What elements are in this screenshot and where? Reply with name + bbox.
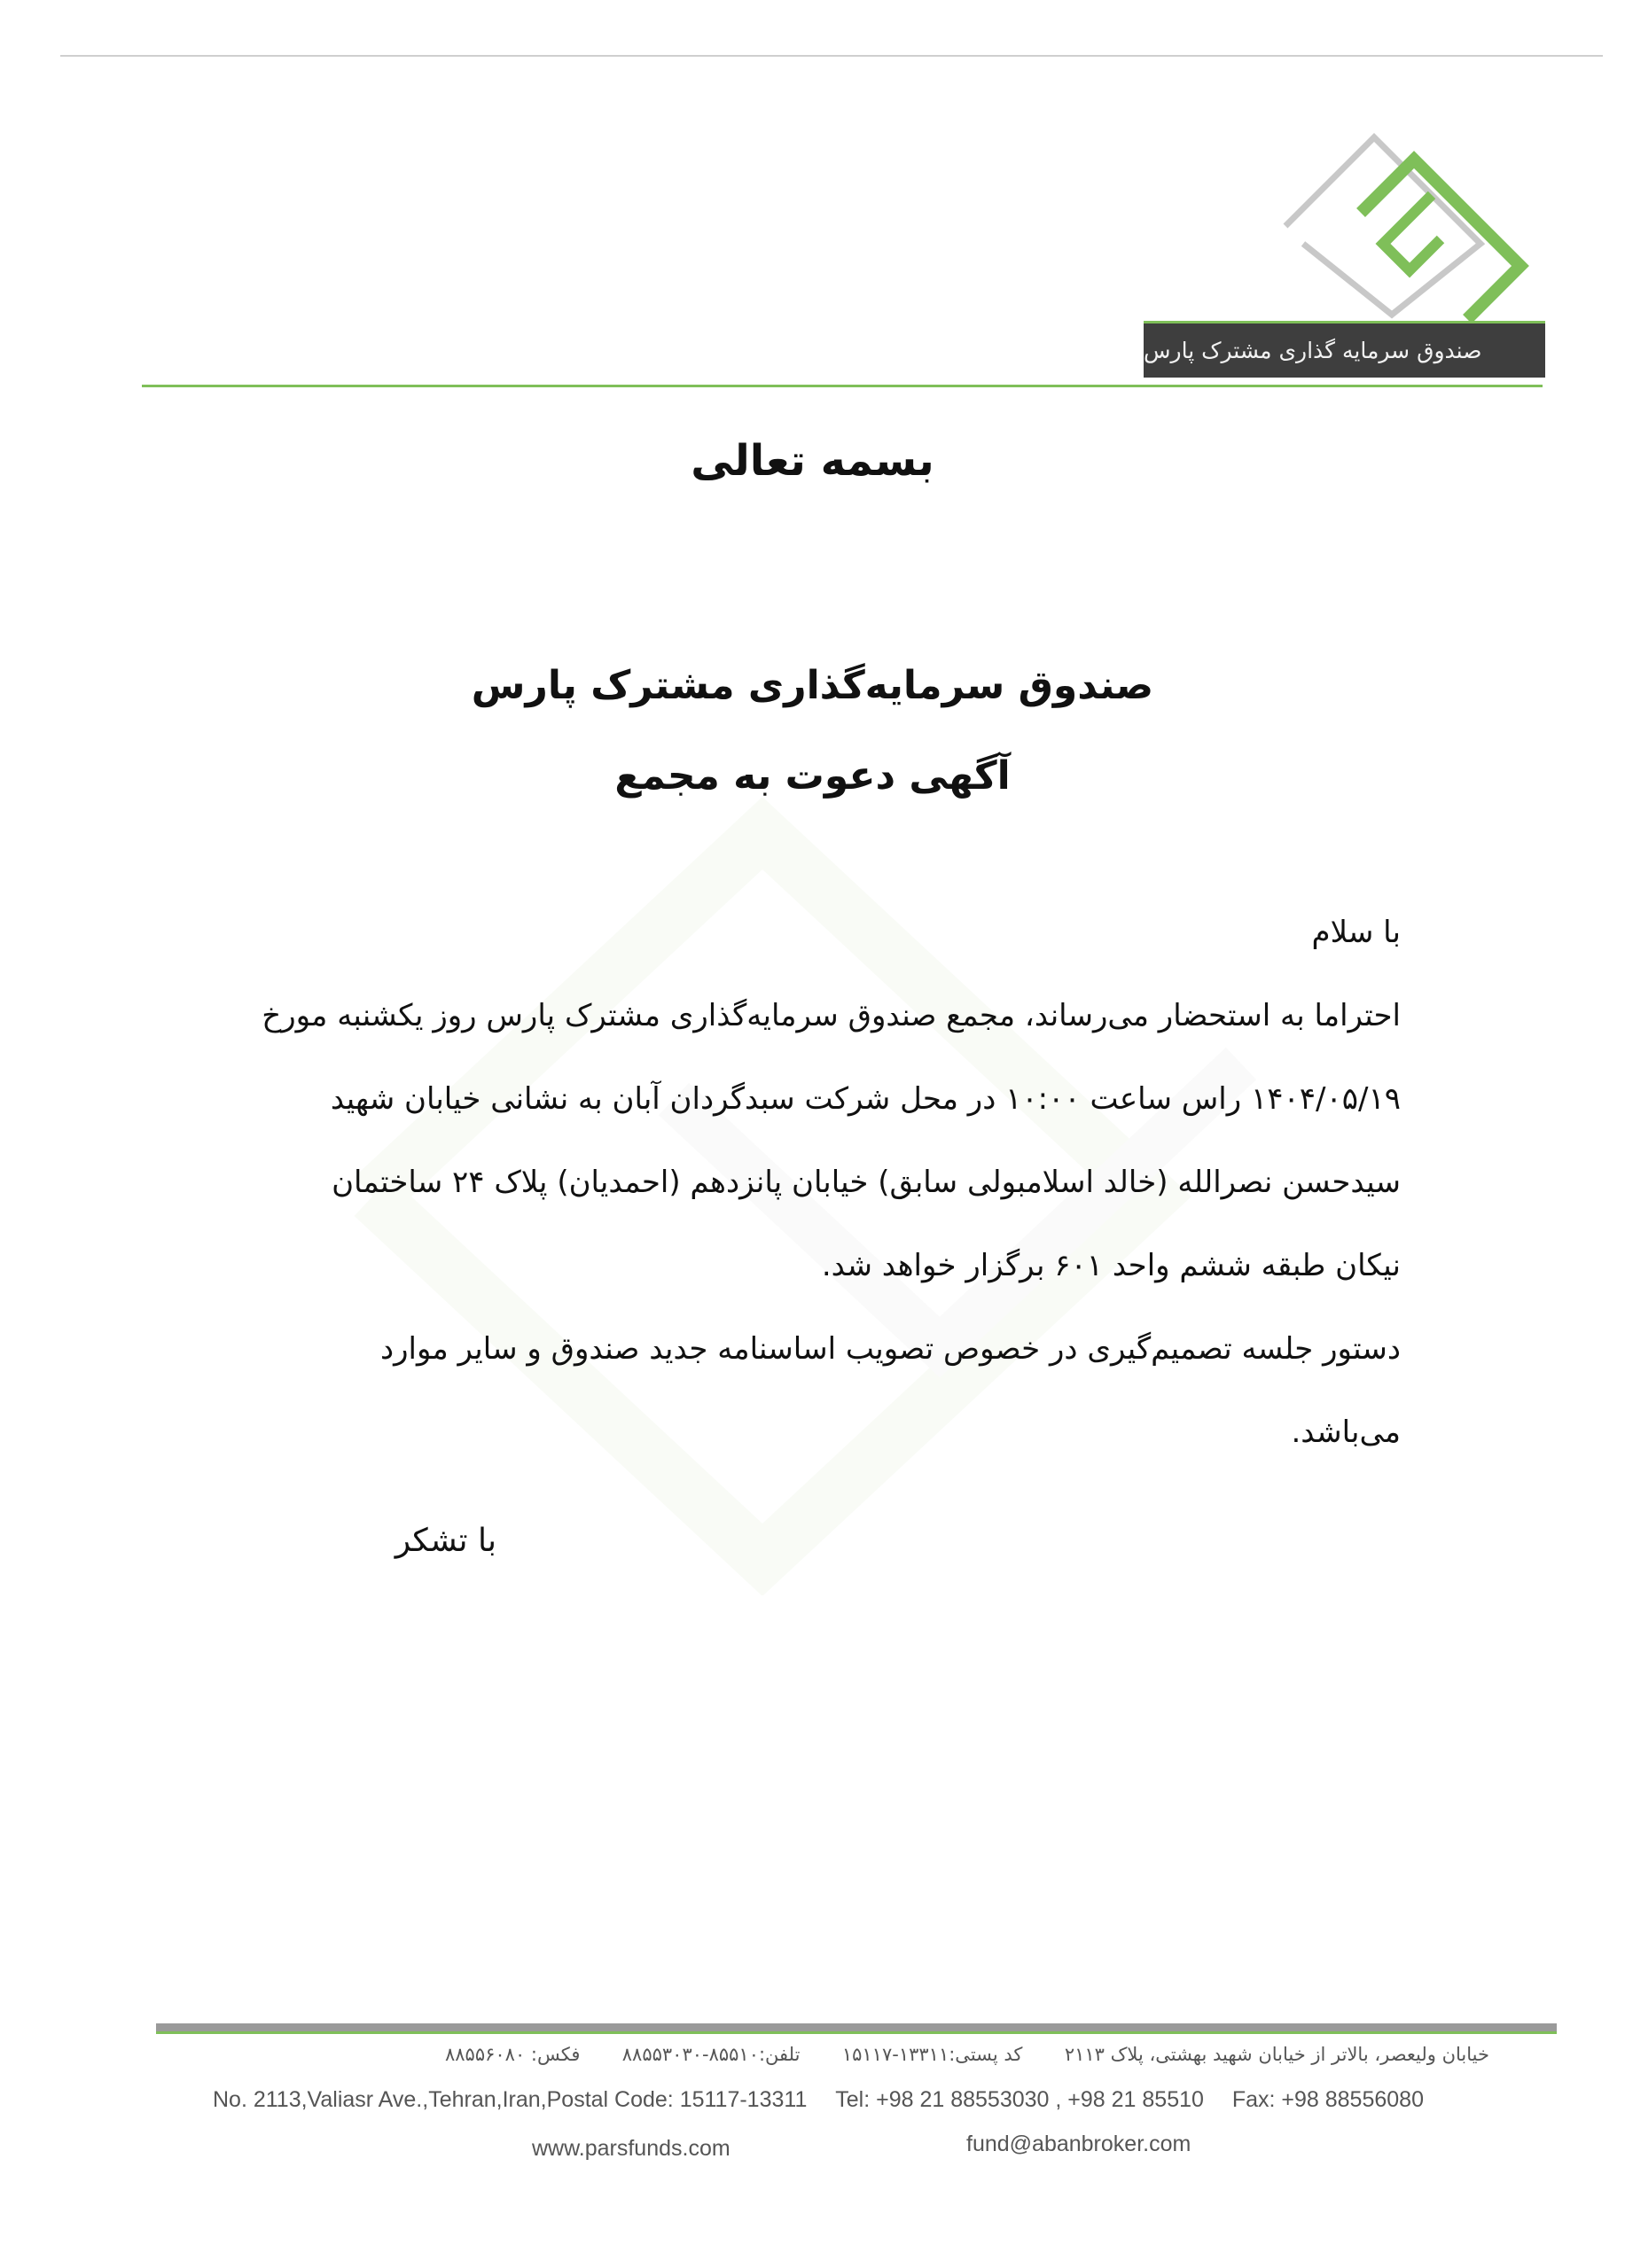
page-top-rule [60,55,1603,57]
footer-fax-fa: فکس: ۸۸۵۵۶۰۸۰ [444,2044,581,2065]
footer-phone-fa: تلفن:۸۵۵۱۰-۸۸۵۵۳۰۳۰ [621,2044,801,2065]
brand-name-bar [1144,321,1545,378]
closing-text: با تشکر [395,1523,496,1559]
header-divider [142,385,1543,387]
footer-divider-accent [156,2031,1557,2034]
footer-divider [156,2023,1557,2031]
agenda-paragraph: دستور جلسه تصمیم‌گیری در خصوص تصویب اساسنامه جدید صندوق و سایر موارد می‌باشد. [379,1331,1401,1450]
footer-contact-en [213,2087,1489,2113]
footer-website-link[interactable]: www.parsfunds.com [532,2136,730,2161]
meeting-paragraph: احتراما به استحضار می‌رساند، مجمع صندوق سرمایه‌گذاری مشترک پارس روز یکشنبه مورخ ۱۴۰۴/۰۵/۱۹ راس ساعت ۱۰:۰۰ در محل شرکت سبدگردان آبان به نشانی خیابان شهید سیدحسن نصرالله (خالد اسلامبولی سابق) خیابان پانزدهم (احمدیان) پلاک ۲۴ ساختمان نیکان طبقه ششم واحد ۶۰۱ برگزار خواهد شد. [262,998,1401,1283]
footer-postal-fa: کد پستی:۱۳۳۱۱-۱۵۱۱۷ [841,2044,1023,2065]
brand-name: صندوق سرمایه گذاری مشترک پارس [1144,338,1482,363]
parsfunds-logo-icon [1277,129,1543,323]
footer-address-fa: خیابان ولیعصر، بالاتر از خیابان شهید بهشتی، پلاک ۲۱۱۳ [1064,2044,1489,2065]
greeting: با سلام [1311,915,1401,950]
footer-address-en: No. 2113,Valiasr Ave.,Tehran,Iran,Postal Code: 15117-13311 [213,2087,808,2112]
fund-name-heading: صندوق سرمایه‌گذاری مشترک پارس [471,663,1154,708]
footer-contact-fa [213,2044,1489,2065]
letter-body [262,891,1401,1474]
footer-phone-en: Tel: +98 21 88553030 , +98 21 85510 [835,2087,1204,2112]
notice-heading: آگهی دعوت به مجمع [614,753,1011,799]
footer-email-link[interactable]: fund@abanbroker.com [966,2132,1191,2156]
footer-fax-en: Fax: +98 88556080 [1231,2087,1424,2112]
bismillah-heading: بسمه تعالی [691,436,934,486]
